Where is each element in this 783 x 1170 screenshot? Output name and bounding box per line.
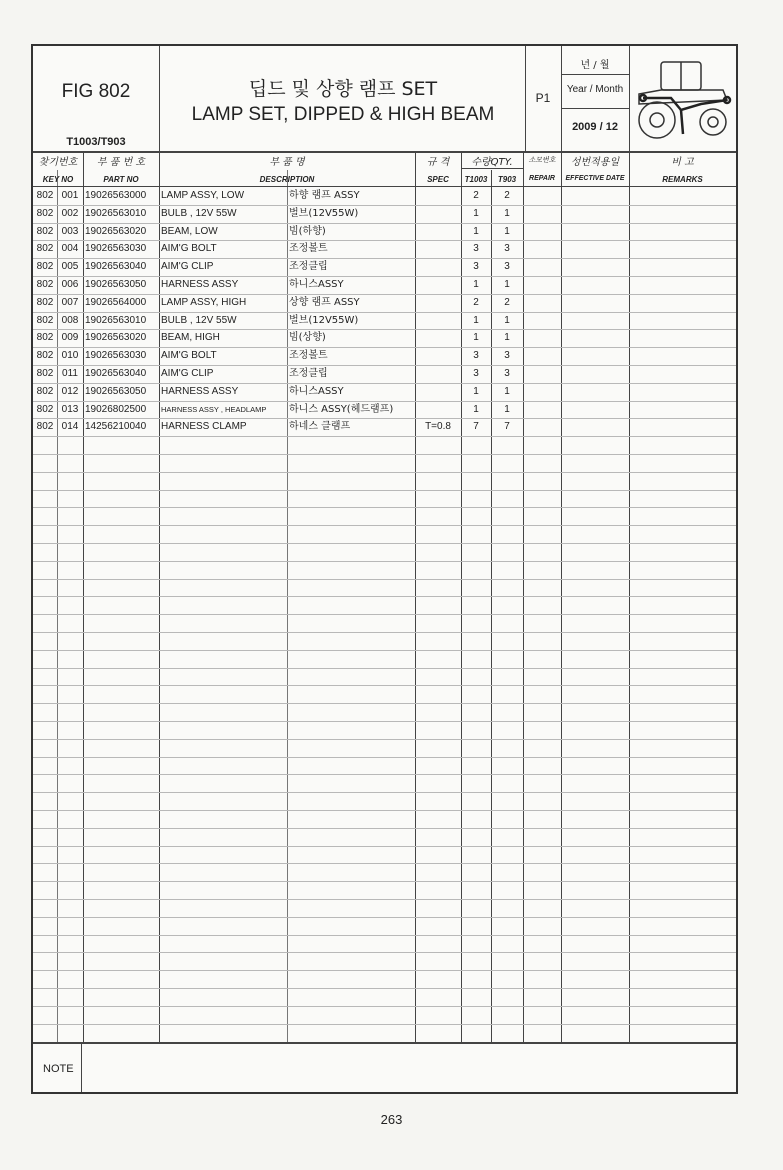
part-no-cell: 19026563040 bbox=[85, 368, 147, 379]
description-cell: AIM'G CLIP bbox=[161, 368, 214, 379]
table-row bbox=[33, 329, 736, 347]
part-no-cell: 19026563010 bbox=[85, 314, 147, 326]
table-row bbox=[33, 383, 736, 401]
row-rule bbox=[33, 988, 736, 989]
qty-t1003-cell: 1 bbox=[473, 385, 479, 397]
col-qty-t903: T903 bbox=[497, 175, 517, 184]
description-cell: LAMP ASSY, LOW bbox=[161, 190, 245, 201]
qty-t903-cell: 1 bbox=[504, 385, 510, 397]
key-no-cell: 013 bbox=[61, 403, 79, 415]
qty-t903-cell: 1 bbox=[504, 207, 510, 219]
col-remarks: REMARKS bbox=[662, 175, 703, 184]
fig-cell: 802 bbox=[36, 421, 54, 433]
row-rule bbox=[33, 650, 736, 651]
col-key-ko: 찾기번호 bbox=[38, 157, 78, 168]
part-no-cell: 19026802500 bbox=[85, 403, 147, 415]
spec-cell bbox=[415, 205, 461, 223]
spec-cell bbox=[415, 401, 461, 419]
row-rule bbox=[33, 970, 736, 971]
tractor-icon bbox=[631, 54, 735, 144]
key-no-cell: 001 bbox=[61, 190, 79, 201]
qty-t1003-cell: 1 bbox=[473, 207, 479, 219]
table-row bbox=[33, 223, 736, 241]
year-month-value: 2009 / 12 bbox=[572, 121, 618, 133]
spec-cell: T=0.8 bbox=[425, 421, 451, 433]
part-no-cell: 14256210040 bbox=[85, 421, 147, 433]
table-row bbox=[33, 294, 736, 312]
description-ko-cell: 빔(하향) bbox=[289, 225, 326, 237]
description-ko-cell: 조정클립 bbox=[289, 368, 328, 379]
fig-cell: 802 bbox=[36, 350, 54, 362]
key-no-cell: 014 bbox=[61, 421, 79, 433]
row-rule bbox=[33, 757, 736, 758]
description-cell: BULB , 12V 55W bbox=[161, 314, 237, 326]
spec-cell bbox=[415, 365, 461, 383]
qty-t903-cell: 1 bbox=[504, 279, 510, 290]
table-row bbox=[33, 276, 736, 294]
qty-t1003-cell: 7 bbox=[473, 421, 479, 433]
key-no-cell: 003 bbox=[61, 225, 79, 237]
key-no-cell: 002 bbox=[61, 207, 79, 219]
fig-cell: 802 bbox=[36, 385, 54, 397]
page-ref: P1 bbox=[535, 91, 551, 105]
spec-cell bbox=[415, 312, 461, 330]
qty-t903-cell: 1 bbox=[504, 225, 510, 237]
row-rule bbox=[33, 774, 736, 775]
page-number: 263 bbox=[380, 1112, 403, 1127]
table-row bbox=[33, 187, 736, 205]
description-ko-cell: 조정볼트 bbox=[289, 350, 328, 362]
qty-t1003-cell: 1 bbox=[473, 314, 479, 326]
row-rule bbox=[33, 454, 736, 455]
part-no-cell: 19026563030 bbox=[85, 350, 147, 362]
year-month-label: Year / Month bbox=[566, 84, 624, 95]
row-rule bbox=[33, 579, 736, 580]
spec-cell bbox=[415, 294, 461, 312]
col-spec: SPEC bbox=[427, 175, 449, 184]
spec-cell bbox=[415, 329, 461, 347]
part-no-cell: 19026563040 bbox=[85, 261, 147, 273]
table-row bbox=[33, 365, 736, 383]
fig-cell: 802 bbox=[36, 225, 54, 237]
description-cell: HARNESS ASSY bbox=[161, 385, 239, 397]
description-ko-cell: 하니스 ASSY(헤드램프) bbox=[289, 403, 394, 415]
fig-cell: 802 bbox=[36, 279, 54, 290]
part-no-cell: 19026563010 bbox=[85, 207, 147, 219]
qty-t1003-cell: 2 bbox=[473, 190, 479, 201]
description-cell: HARNESS ASSY bbox=[161, 279, 239, 290]
spec-cell bbox=[415, 258, 461, 276]
year-month-label-ko: 년 / 월 bbox=[580, 60, 610, 71]
description-cell: LAMP ASSY, HIGH bbox=[161, 296, 247, 308]
description-ko-cell: 하니스ASSY bbox=[289, 279, 344, 290]
divider bbox=[461, 168, 523, 169]
description-cell: BULB , 12V 55W bbox=[161, 207, 237, 219]
row-rule bbox=[33, 561, 736, 562]
note-label: NOTE bbox=[43, 1063, 74, 1075]
qty-t903-cell: 3 bbox=[504, 261, 510, 273]
part-no-cell: 19026563050 bbox=[85, 385, 147, 397]
row-rule bbox=[33, 525, 736, 526]
part-no-cell: 19026563050 bbox=[85, 279, 147, 290]
spec-cell bbox=[415, 240, 461, 258]
qty-t903-cell: 3 bbox=[504, 243, 510, 255]
fig-cell: 802 bbox=[36, 207, 54, 219]
col-desc-ko: 부 품 명 bbox=[269, 157, 305, 168]
row-rule bbox=[33, 810, 736, 811]
col-key: KEY NO bbox=[42, 175, 74, 184]
divider bbox=[159, 46, 160, 151]
row-rule bbox=[33, 846, 736, 847]
key-no-cell: 004 bbox=[61, 243, 79, 255]
key-no-cell: 010 bbox=[61, 350, 79, 362]
fig-cell: 802 bbox=[36, 314, 54, 326]
row-rule bbox=[33, 543, 736, 544]
col-repair-ko: 소모번호 bbox=[528, 156, 556, 164]
divider bbox=[33, 1042, 736, 1044]
description-cell: BEAM, LOW bbox=[161, 225, 218, 237]
col-part-ko: 부 품 번 호 bbox=[96, 157, 146, 168]
table-row bbox=[33, 205, 736, 223]
divider bbox=[629, 46, 630, 151]
key-no-cell: 007 bbox=[61, 296, 79, 308]
row-rule bbox=[33, 596, 736, 597]
part-no-cell: 19026563020 bbox=[85, 332, 147, 344]
col-effective-ko: 성번적용일 bbox=[570, 157, 620, 168]
col-effective-date: EFFECTIVE DATE bbox=[565, 175, 625, 182]
divider bbox=[81, 1042, 82, 1092]
spec-cell bbox=[415, 187, 461, 205]
fig-cell: 802 bbox=[36, 296, 54, 308]
description-ko-cell: 조정클립 bbox=[289, 261, 328, 273]
divider bbox=[561, 108, 629, 109]
qty-t903-cell: 1 bbox=[504, 314, 510, 326]
row-rule bbox=[33, 668, 736, 669]
description-cell: AIM'G BOLT bbox=[161, 243, 217, 255]
row-rule bbox=[33, 632, 736, 633]
row-rule bbox=[33, 935, 736, 936]
fig-cell: 802 bbox=[36, 190, 54, 201]
model-label: T1003/T903 bbox=[66, 136, 126, 148]
row-rule bbox=[33, 614, 736, 615]
qty-t1003-cell: 3 bbox=[473, 243, 479, 255]
key-no-cell: 005 bbox=[61, 261, 79, 273]
part-no-cell: 19026564000 bbox=[85, 296, 147, 308]
qty-t1003-cell: 3 bbox=[473, 261, 479, 273]
key-no-cell: 012 bbox=[61, 385, 79, 397]
description-ko-cell: 빔(상향) bbox=[289, 332, 326, 344]
row-rule bbox=[33, 1024, 736, 1025]
qty-t1003-cell: 1 bbox=[473, 403, 479, 415]
qty-t1003-cell: 1 bbox=[473, 332, 479, 344]
col-repair: REPAIR bbox=[529, 175, 555, 182]
fig-cell: 802 bbox=[36, 332, 54, 344]
description-ko-cell: 상향 램프 ASSY bbox=[289, 296, 360, 308]
row-rule bbox=[33, 685, 736, 686]
parts-list-page bbox=[31, 44, 738, 1094]
col-part: PART NO bbox=[103, 175, 139, 184]
key-no-cell: 009 bbox=[61, 332, 79, 344]
qty-t903-cell: 1 bbox=[504, 403, 510, 415]
part-no-cell: 19026563000 bbox=[85, 190, 147, 201]
table-row bbox=[33, 258, 736, 276]
description-ko-cell: 하향 램프 ASSY bbox=[289, 190, 360, 201]
description-cell: AIM'G CLIP bbox=[161, 261, 214, 273]
fig-cell: 802 bbox=[36, 261, 54, 273]
row-rule bbox=[33, 507, 736, 508]
row-rule bbox=[33, 863, 736, 864]
qty-t903-cell: 1 bbox=[504, 332, 510, 344]
fig-cell: 802 bbox=[36, 368, 54, 379]
row-rule bbox=[33, 490, 736, 491]
qty-t903-cell: 7 bbox=[504, 421, 510, 433]
key-no-cell: 008 bbox=[61, 314, 79, 326]
qty-t903-cell: 2 bbox=[504, 296, 510, 308]
description-ko-cell: 벌브(12V55W) bbox=[289, 314, 359, 326]
qty-t1003-cell: 3 bbox=[473, 350, 479, 362]
title-english: LAMP SET, DIPPED & HIGH BEAM bbox=[191, 104, 495, 125]
col-spec-ko: 규 격 bbox=[426, 157, 450, 168]
row-rule bbox=[33, 721, 736, 722]
qty-t903-cell: 3 bbox=[504, 350, 510, 362]
col-qty-t1003: T1003 bbox=[464, 175, 488, 184]
spec-cell bbox=[415, 276, 461, 294]
part-no-cell: 19026563030 bbox=[85, 243, 147, 255]
row-rule bbox=[33, 792, 736, 793]
divider bbox=[561, 74, 629, 75]
qty-t1003-cell: 3 bbox=[473, 368, 479, 379]
key-no-cell: 006 bbox=[61, 279, 79, 290]
row-rule bbox=[33, 739, 736, 740]
spec-cell bbox=[415, 347, 461, 365]
description-cell: AIM'G BOLT bbox=[161, 350, 217, 362]
col-remarks-ko: 비 고 bbox=[671, 157, 694, 168]
description-cell: HARNESS ASSY , HEADLAMP bbox=[161, 404, 267, 414]
row-rule bbox=[33, 1006, 736, 1007]
key-no-cell: 011 bbox=[62, 368, 78, 379]
qty-t1003-cell: 2 bbox=[473, 296, 479, 308]
spec-cell bbox=[415, 383, 461, 401]
row-rule bbox=[33, 472, 736, 473]
description-ko-cell: 벌브(12V55W) bbox=[289, 207, 359, 219]
description-ko-cell: 하니스ASSY bbox=[289, 385, 344, 397]
row-rule bbox=[33, 952, 736, 953]
row-rule bbox=[33, 881, 736, 882]
row-rule bbox=[33, 828, 736, 829]
col-desc: DESCRIPTION bbox=[259, 175, 315, 184]
qty-t1003-cell: 1 bbox=[473, 225, 479, 237]
fig-cell: 802 bbox=[36, 243, 54, 255]
qty-t903-cell: 2 bbox=[504, 190, 510, 201]
spec-cell bbox=[415, 223, 461, 241]
qty-t903-cell: 3 bbox=[504, 368, 510, 379]
description-cell: BEAM, HIGH bbox=[161, 332, 220, 344]
table-row bbox=[33, 312, 736, 330]
description-ko-cell: 하네스 클램프 bbox=[289, 421, 351, 433]
qty-t1003-cell: 1 bbox=[473, 279, 479, 290]
row-rule bbox=[33, 917, 736, 918]
table-row bbox=[33, 240, 736, 258]
figure-number: FIG 802 bbox=[61, 81, 131, 102]
table-row bbox=[33, 401, 736, 419]
title-korean: 딥드 및 상향 램프 SET bbox=[248, 78, 438, 100]
table-row bbox=[33, 418, 736, 436]
row-rule bbox=[33, 703, 736, 704]
description-ko-cell: 조정볼트 bbox=[289, 243, 328, 255]
fig-cell: 802 bbox=[36, 403, 54, 415]
row-rule bbox=[33, 899, 736, 900]
description-cell: HARNESS CLAMP bbox=[161, 421, 247, 433]
col-qty: 수량QTY. bbox=[471, 157, 513, 168]
table-row bbox=[33, 347, 736, 365]
part-no-cell: 19026563020 bbox=[85, 225, 147, 237]
